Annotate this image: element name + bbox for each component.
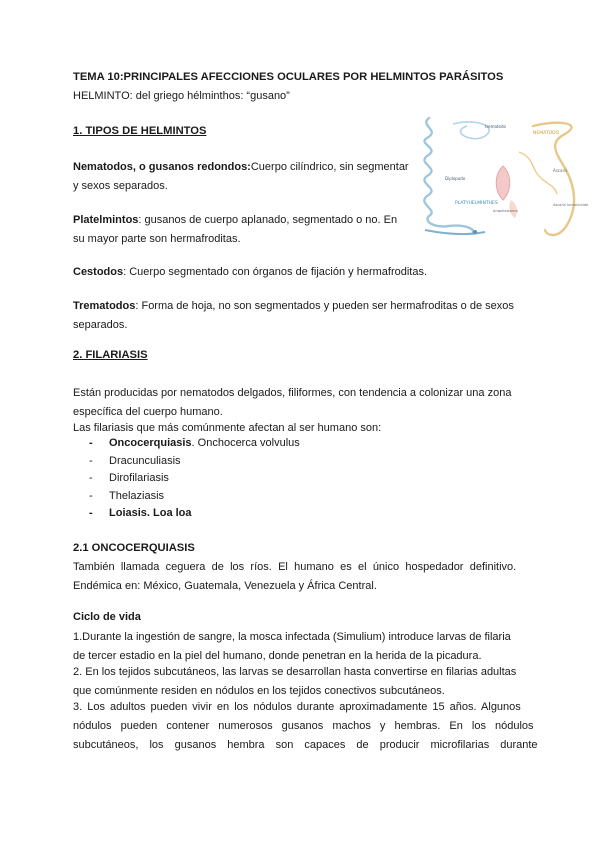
text-nematodos-1: Cuerpo cilíndrico, sin segmentar bbox=[250, 161, 409, 173]
paragraph-filariasis-intro bbox=[73, 384, 529, 422]
worm-blue-head bbox=[473, 230, 477, 234]
ciclo-p2-line-2: que comúnmente residen en nódulos en los tejidos conectivos subcutáneos. bbox=[73, 685, 445, 697]
paragraph-platelmintos bbox=[73, 211, 398, 249]
ciclo-p1-line-1: 1.Durante la ingestión de sangre, la mosca infectada (Simulium) introduce larvas de filaria bbox=[73, 631, 511, 643]
trematode-pink bbox=[496, 166, 510, 200]
text-nematodos-2: y sexos separados. bbox=[73, 180, 168, 192]
oncocerquiasis-line-2: Endémica en: México, Guatemala, Venezuela y África Central. bbox=[73, 580, 377, 592]
ciclo-p3-line-1: 3. Los adultos pueden vivir en los nódulos durante aproximadamente 15 años. Algunos bbox=[73, 701, 521, 713]
ciclo-paragraph-3 bbox=[73, 698, 538, 755]
worm-yellow-thin bbox=[519, 152, 557, 194]
ciclo-p2-line-1: 2. En los tejidos subcutáneos, las larvas se desarrollan hasta convertirse en filarias adultas bbox=[73, 666, 517, 678]
page-title: TEMA 10:PRINCIPALES AFECCIONES OCULARES POR HELMINTOS PARÁSITOS bbox=[73, 71, 504, 83]
text-cestodos: : Cuerpo segmentado con órganos de fijación y hermafroditas. bbox=[123, 266, 428, 278]
list-item: - Dracunculiasis bbox=[89, 454, 181, 467]
term-trematodos: Trematodos bbox=[73, 300, 136, 312]
figure-label-trematodo: trematodo bbox=[485, 124, 506, 129]
term-platelmintos: Platelmintos bbox=[73, 214, 139, 226]
ciclo-p3-line-2: nódulos pueden contener numerosos gusanos machos y hembras. En los nódulos bbox=[73, 720, 534, 732]
ciclo-heading: Ciclo de vida bbox=[73, 611, 141, 623]
helminths-figure bbox=[415, 112, 588, 250]
paragraph-oncocerquiasis bbox=[73, 558, 529, 596]
section-heading-oncocerquiasis: 2.1 ONCOCERQUIASIS bbox=[73, 542, 195, 554]
figure-label-ascaris-lumbricoides: Ascaris lumbricoides bbox=[553, 203, 588, 207]
list-item: - Thelaziasis bbox=[89, 489, 165, 502]
text-platelmintos-2: su mayor parte son hermafroditas. bbox=[73, 233, 241, 245]
figure-label-ascaris: Ascaris bbox=[553, 168, 568, 173]
text-trematodos-1: : Forma de hoja, no son segmentados y pueden ser hermafroditas o de sexos bbox=[135, 300, 514, 312]
list-item: - Oncocerquiasis. Onchocerca volvulus bbox=[89, 437, 300, 449]
filariasis-list bbox=[73, 437, 373, 525]
paragraph-nematodos bbox=[73, 158, 409, 196]
ciclo-p3-line-3: subcutáneos, los gusanos hembra son capaces de producir microfilarias durante bbox=[73, 739, 538, 751]
paragraph-trematodos bbox=[73, 297, 529, 335]
paragraph-cestodos bbox=[73, 263, 427, 282]
section-heading-tipos: 1. TIPOS DE HELMINTOS bbox=[73, 125, 207, 137]
ciclo-p1-line-2: de tercer estadio en la piel del humano, donde penetran en la herida de la picadura. bbox=[73, 650, 482, 662]
term-nematodos: Nematodos, o gusanos redondos: bbox=[73, 161, 251, 173]
text-platelmintos-1: : gusanos de cuerpo aplanado, segmentado o no. En bbox=[138, 214, 398, 226]
nematode-yellow bbox=[533, 123, 574, 235]
filariasis-intro-line-1: Están producidas por nematodos delgados, filiformes, con tendencia a colonizar una zona bbox=[73, 387, 512, 399]
ciclo-paragraph-1 bbox=[73, 628, 529, 666]
helminths-illustration bbox=[415, 112, 588, 250]
worm-top-coil bbox=[453, 122, 489, 139]
text-trematodos-2: separados. bbox=[73, 319, 128, 331]
figure-label-nematodo: NEMATODO bbox=[533, 131, 560, 136]
section-heading-filariasis: 2. FILARIASIS bbox=[73, 349, 148, 361]
figure-label-anquilostoma: Anquilostoma bbox=[493, 209, 518, 213]
page-subtitle: HELMINTO: del griego hélminthos: “gusano” bbox=[73, 90, 290, 102]
term-cestodos: Cestodos bbox=[73, 266, 124, 278]
list-item: - Dirofilariasis bbox=[89, 472, 169, 484]
worm-blue-coiled bbox=[424, 118, 473, 232]
figure-label-diplopodo: Diplopodo bbox=[445, 176, 466, 181]
filariasis-intro-line-2: específica del cuerpo humano. bbox=[73, 406, 223, 418]
oncocerquiasis-line-1: También llamada ceguera de los ríos. El humano es el único hospedador definitivo. bbox=[73, 561, 517, 573]
list-item: - Loiasis. Loa loa bbox=[89, 507, 192, 519]
ciclo-paragraph-2 bbox=[73, 663, 529, 701]
figure-label-platyhelminthes: PLATYHELMINTHES bbox=[455, 201, 498, 206]
paragraph-filariasis-list-intro: Las filariasis que más comúnmente afectan al ser humano son: bbox=[73, 422, 382, 434]
